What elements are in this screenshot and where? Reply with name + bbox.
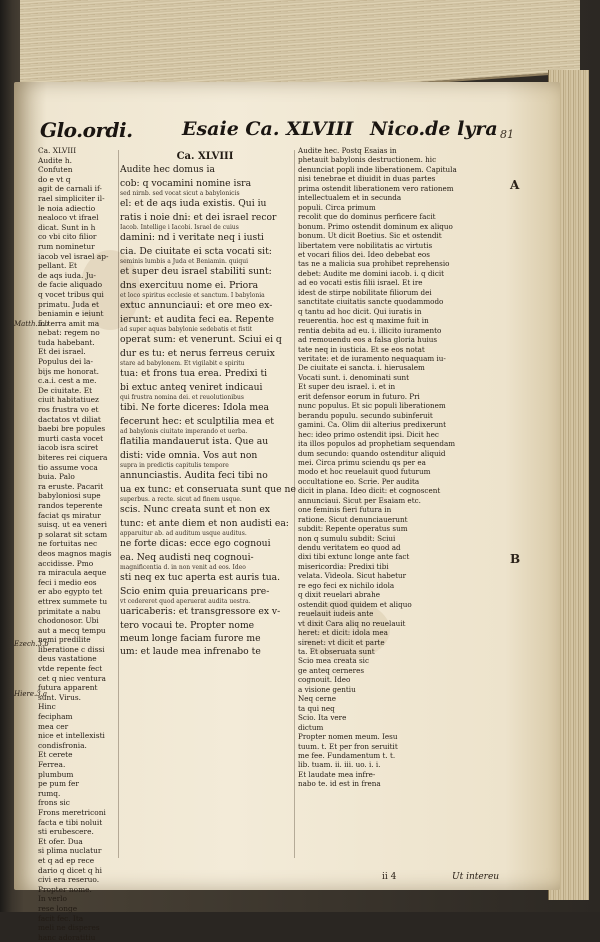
commentary-line: q tantu ad hoc dicit. Qui iuratis in (298, 306, 422, 316)
gloss-line: Et dei israel. (38, 347, 86, 357)
commentary-line: ta qui neq (298, 703, 335, 713)
gloss-line: biteres rei ciquera (38, 453, 108, 462)
commentary-line: tuum. t. Et per fron seruitit (298, 741, 398, 751)
gloss-line: agit de carnali if- (38, 184, 102, 194)
commentary-line: intellectualem et in secunda (298, 193, 402, 203)
gloss-line: Propter nome. (38, 884, 92, 894)
gloss-line: er abo egypto tet (38, 587, 103, 597)
commentary-line: dicit in plana. Ideo dicit: et cognoscent (298, 486, 441, 496)
interlinear-gloss: ad babylonis ciuitate imperando et uerba. (120, 427, 248, 435)
commentary-line: sirenet: vt dicit et parte (298, 637, 385, 647)
gloss-line: frons sic (38, 798, 70, 808)
gloss-line: Ferrea. (38, 760, 66, 769)
glossa-column (38, 146, 118, 942)
gloss-line: rumq. (38, 788, 61, 798)
header-book-chapter: Esaie Ca. XLVIII (182, 118, 354, 140)
commentary-line: q dixit reuelari abrahe (298, 590, 380, 600)
commentary-line: idest de stirpe nobilitate filiorum dei (298, 287, 432, 297)
margin-note: Matth.5.b (14, 320, 49, 328)
scripture-line: ne forte dicas: ecce ego cognoui (120, 538, 271, 550)
commentary-line: phetauit babylonis destructionem. hic (298, 155, 437, 165)
commentary-line: veritate: et de iuramento nequaquam iu- (298, 353, 446, 363)
gloss-line: Frons meretriconi (38, 807, 106, 817)
gloss-line: beniamin e ieiunt (38, 309, 104, 319)
commentary-line: dum secundo: quando ostenditur aliquid (298, 448, 446, 458)
interlinear-gloss: vt cedereret quod aperuerat audita uestra. (120, 597, 251, 605)
gloss-line: deos magnos magis (38, 548, 112, 558)
gloss-line: et q ad ep rece (38, 855, 95, 865)
commentary-line: subdit: Repente operatus sum (298, 524, 408, 534)
commentary-line: cognouit. Ideo (298, 675, 351, 685)
commentary-line: ita illos populos ad prophetiam sequendam (298, 439, 456, 449)
chapter-heading: Ca. XLVIII (176, 151, 234, 162)
scripture-line: Audite hec domus ia (120, 164, 215, 176)
commentary-line: De ciuitate ei sancta. i. hierusalem (298, 363, 425, 373)
gloss-line: civi era reseruo. (38, 875, 100, 885)
commentary-line: nabo te. id est in frena (298, 779, 381, 789)
scripture-line: um: et laude mea infrenabo te (120, 646, 261, 658)
gloss-line: ra eruste. Pacarit (38, 481, 104, 491)
commentary-line: a visione gentiu (298, 684, 356, 694)
commentary-line: ad remouendu eos a falsa gloria huius (298, 335, 438, 345)
gloss-line: do e vt q (38, 174, 71, 184)
gloss-line: sti erubescere. (38, 827, 94, 837)
commentary-line: reuelauit iudeis ante (298, 609, 374, 619)
gloss-line: Populus dei la- (38, 357, 93, 367)
gloss-line: dicat. Sunt in h (38, 222, 96, 232)
commentary-line: annunciaui. Sicut per Esaiam etc. (298, 495, 421, 505)
scripture-line: disti: vide omnia. Vos aut non (120, 449, 258, 461)
interlinear-gloss: magnificentia d. in non venit ad eos. Ideo (120, 563, 246, 571)
margin-note: Ezech.3.b (14, 640, 49, 648)
gloss-line: futura apparent (38, 683, 98, 693)
commentary-line: lib. tuam. ii. iii. uo. i. i. (298, 760, 381, 770)
interlinear-gloss: ad super aquas babylonie sedebatis et fistit (120, 325, 253, 333)
scripture-line: tibi. Ne forte diceres: Idola mea (120, 402, 270, 414)
gloss-line: hanc adoratitiu (38, 932, 96, 942)
gloss-line: q vocet tribus qui (38, 289, 104, 299)
scripture-line: annunciastis. Audita feci tibi no (120, 470, 268, 482)
commentary-line: re ego feci ex nichilo idola (298, 580, 395, 590)
catchword: Ut intereu (452, 872, 500, 882)
gloss-line: facta e tibi noluit (38, 817, 103, 827)
commentary-line: libertatem vere nobilitatis ac virtutis (298, 240, 433, 250)
gloss-line: Ca. XLVIII (38, 146, 77, 155)
gloss-line: si plima nuclatur (38, 846, 102, 856)
commentary-line: mei. Circa primu sciendu qs per ea (298, 457, 426, 467)
commentary-line: ad eo vocati estis filii israel. Et ire (298, 278, 423, 288)
gloss-line: buia. Palo (38, 472, 75, 482)
commentary-line: Audite hec. Postq Esaias in (298, 146, 397, 155)
gloss-line: condisfronia. (38, 740, 87, 750)
scripture-line: ratis i noie dni: et dei israel recor (120, 211, 277, 223)
interlinear-gloss: sed nirnb. sed vocat sicut a babylonicis (120, 189, 240, 197)
gloss-line: de aqs iuda. Ju- (38, 270, 96, 280)
gloss-line: facit fec. Ita (38, 913, 84, 923)
gloss-line: primatu. Juda et (38, 299, 100, 309)
commentary-line: tate neq in iusticia. Et se eos notat (298, 344, 425, 354)
gloss-line: Confuten (38, 165, 73, 175)
scripture-line: cob: q vocamini nomine isra (120, 177, 252, 189)
gloss-line: nice et intellexisti (38, 731, 105, 741)
gloss-line: randos teperente (38, 500, 103, 510)
commentary-line: occultatione eo. Scrie. Per audita (298, 476, 420, 486)
commentary-line: dixi tibi extunc longe ante fact (298, 552, 410, 562)
gloss-line: vtde repente fect (38, 664, 103, 674)
gloss-line: bijs me honorat. (38, 366, 99, 376)
gloss-line: ettrex summete tu (38, 596, 108, 606)
interlinear-gloss: apparuitur ab. ad auditum usque auditus. (120, 529, 247, 537)
scripture-line: operat sum: et venerunt. Sciui ei q (120, 334, 282, 346)
scripture-line: ua ex tunc: et conseruata sunt que ne (120, 483, 296, 495)
gloss-line: murti casta vocet (38, 433, 104, 443)
gloss-line: tio assume voca (38, 462, 98, 472)
commentary-line: recolit que do dominus perficere facit (298, 212, 436, 222)
scripture-line: ea. Neq audisti neq cognoui- (120, 551, 254, 563)
margin-note: Hiere.3.a (14, 690, 48, 698)
gloss-line: plumbum (38, 769, 74, 779)
commentary-line: misericordia: Predixi tibi (298, 561, 389, 571)
scripture-line: flatilia mandauerut ista. Que au (120, 436, 269, 448)
commentary-line: ta. Et obseruata sunt (298, 647, 375, 657)
gloss-line: In verlo (38, 894, 67, 904)
header-glossa-ordinaria: Glo.ordi. (40, 118, 133, 142)
gloss-line: Hinc (38, 702, 56, 712)
gloss-line: nemi predilite (38, 635, 91, 645)
commentary-line: rentia debita ad eu. i. illicito iuramento (298, 325, 442, 335)
commentary-line: debet: Audite me domini iacob. i. q dicit (298, 268, 445, 278)
commentary-line: Et laudate mea infre- (298, 769, 376, 779)
gloss-line: suisq. ut ea veneri (38, 520, 107, 530)
interlinear-gloss: qui frustra nomina dei. et reuolutionibus (120, 393, 244, 401)
gloss-line: rael simpliciter il- (38, 193, 105, 203)
commentary-line: vt dixit Cara aliq no reuelauit (298, 618, 406, 628)
commentary-line: sanctitate ciuitatis sancte quodammodo (298, 297, 444, 307)
gloss-line: dactatos vt diliat (38, 414, 101, 424)
scripture-line: dur es tu: et nerus ferreus ceruix (120, 347, 275, 359)
scripture-line: cia. De ciuitate ei scta vocati sit: (120, 245, 272, 257)
commentary-line: dendu veritatem eo quod ad (298, 543, 401, 553)
gloss-line: Et ofer. Dua (38, 836, 83, 846)
gloss-line: pellant. Et (38, 261, 78, 271)
gloss-line: dario q dicet q hi (38, 865, 103, 875)
gloss-line: baebi bre popules (38, 424, 106, 434)
scripture-line: bi extuc anteq veniret indicaui (120, 381, 263, 393)
gloss-line: le noia adiectio (38, 203, 96, 213)
gloss-line: iacob vel israel ap- (38, 251, 109, 261)
scripture-line: tua: et frons tua erea. Predixi ti (120, 368, 268, 380)
signature-mark: ii 4 (382, 872, 397, 882)
gloss-line: ne fortuitas nec (38, 539, 98, 549)
gloss-line: cet q niec ventura (38, 673, 106, 683)
commentary-line: Vocati sunt. i. denominati sunt (298, 372, 410, 382)
commentary-line: heret: et dicit: idola mea (298, 628, 388, 638)
gloss-line: pe pum fer (38, 779, 79, 789)
interlinear-gloss: seminis lumbis a Juda et Beniamin. quiqui (120, 257, 249, 265)
gloss-line: Et cerete (38, 750, 73, 760)
header-nicolaus-de-lyra: Nico.de lyra (370, 118, 498, 140)
gloss-line: co vbi cito filior (38, 232, 97, 242)
scripture-line: ierunt: et audita feci ea. Repente (120, 313, 274, 325)
gloss-line: deus vastatione (38, 654, 97, 664)
scripture-line: et super deu israel stabiliti sunt: (120, 266, 272, 278)
commentary-line: reuerentia. hoc est q maxime fuit in (298, 316, 429, 326)
gloss-line: mea cer (38, 721, 69, 731)
scripture-line: el: et de aqs iuda existis. Qui iu (120, 198, 267, 210)
gloss-line: de facie aliquado (38, 280, 103, 290)
gloss-line: primitate a nabu (38, 606, 101, 616)
gloss-line: iacob isra sciret (38, 443, 99, 453)
commentary-line: ge anteq cerneres (298, 665, 365, 675)
commentary-line: nunc populus. Et sic populi liberationem (298, 401, 446, 411)
gloss-line: meli ne disperes (38, 923, 100, 933)
commentary-line: denunciat popli inde liberationem. Capitula (298, 164, 457, 174)
commentary-line: populi. Circa primum (298, 202, 376, 212)
gloss-line: ciuit habitatiuez (38, 395, 99, 405)
scripture-line: fecerunt hec: et sculptilia mea et (120, 415, 275, 427)
scripture-line: damini: nd i veritate neq i iusti (120, 232, 264, 244)
scripture-line: scis. Nunc creata sunt et non ex (120, 504, 270, 516)
commentary-line: dictum (298, 722, 324, 732)
commentary-line: Propter nomen meum. Iesu (298, 732, 398, 742)
scripture-line: meum longe faciam furore me (120, 632, 261, 644)
folio-number: 81 (500, 128, 514, 141)
scripture-column (120, 150, 296, 860)
commentary-line: nisi tenebrae et diuidit in duas partes (298, 174, 436, 184)
gloss-line: p solarat sit sctam (38, 529, 108, 539)
commentary-line: Scio mea creata sic (298, 656, 369, 666)
commentary-line: Scio. Ita vere (298, 713, 347, 723)
gloss-line: feci i medio eos (38, 577, 97, 587)
commentary-line: ratione. Sicut denunciauerunt (298, 514, 408, 524)
gloss-line: aut a mecq tempu (38, 625, 106, 635)
commentary-line: bonum. Ut dicit Boetius. Sic et ostendit (298, 231, 442, 241)
column-rule (294, 150, 295, 858)
commentary-line: Neq cerne (298, 694, 337, 704)
section-letter-a: A (510, 178, 520, 192)
commentary-line: one feminis fieri futura in (298, 505, 392, 515)
interlinear-gloss: Iacob. Intellige i Iacobi. Israel de cuius (120, 223, 239, 231)
commentary-line: tas ne a malicia sua prohibet reprehensio (298, 259, 450, 269)
gloss-line: De ciuitate. Et (38, 385, 93, 395)
interlinear-gloss: et loco spiritus ecclesie et sanctum. I babylonia (120, 291, 265, 299)
gloss-line: nealoco vt ifrael (38, 213, 99, 223)
gloss-line: ros frustra vo et (38, 405, 99, 415)
scripture-line: tunc: et ante diem et non audisti ea: (120, 517, 289, 529)
commentary-line: gamini. Ca. Olim dii alterius predixerunt (298, 420, 447, 430)
gloss-line: ra miracula aeque (38, 568, 107, 578)
commentary-line: ostendit quod quidem et aliquo (298, 599, 412, 609)
commentary-line: me fee. Fundamentum t. t. (298, 751, 396, 760)
commentary-line: velata. Videola. Sicut habetur (298, 571, 407, 581)
column-rule (118, 150, 119, 858)
commentary-line: prima ostendit liberationem vero rationem (298, 183, 454, 193)
section-letter-b: B (510, 552, 521, 566)
commentary-line: erit defensor eorum in futuro. Pri (298, 391, 420, 401)
commentary-line: Et super deu israel. i. et in (298, 382, 396, 392)
commentary-line: hec: ideo primo ostendit ipsi. Dicit hec (298, 429, 439, 439)
gloss-line: sunt. Virus. (38, 692, 81, 702)
gloss-line: rum nominetur (38, 241, 95, 251)
gloss-line: accidisse. Pmo (38, 558, 94, 568)
gloss-line: chodonosor. Ubi (38, 616, 99, 626)
gloss-line: faciat qs miratur (38, 510, 101, 520)
interlinear-gloss: supra in predictis capitulis tempore (120, 461, 229, 469)
scripture-line: extuc annunciaui: et ore meo ex- (120, 300, 273, 312)
interlinear-gloss: stare ad babylonem. Et vigilabit e spiritu (120, 359, 245, 367)
gloss-line: babyloniosi supe (38, 491, 101, 501)
scripture-line: Scio enim quia preuaricans pre- (120, 585, 270, 597)
commentary-line: et vocari filios dei. Ideo debebat eos (298, 249, 430, 259)
gloss-line: c.a.i. cest a me. (38, 376, 97, 386)
scripture-line: sti neq ex tuc aperta est auris tua. (120, 572, 281, 584)
gloss-line: tuda habebant. (38, 337, 95, 347)
gloss-line: Audite h. (38, 155, 72, 165)
gloss-line: nebat: regem no (38, 328, 100, 338)
commentary-line: bonum. Primo ostendit dominum ex aliquo (298, 221, 453, 231)
scripture-line: uaricaberis: et transgressore ex v- (120, 606, 281, 618)
gloss-line: in terra amit ma (38, 318, 100, 328)
gloss-line: rese longe (38, 903, 78, 913)
scripture-line: dns exercituu nome ei. Priora (120, 279, 259, 291)
gloss-line: fecipham (38, 712, 73, 722)
scripture-line: tero vocaui te. Propter nome (120, 619, 255, 631)
commentary-line: non q sumulu subdit: Sciui (298, 533, 396, 543)
commentary-column (298, 146, 498, 872)
commentary-line: berandu populu. secundo subinferuit (298, 410, 433, 420)
gloss-line: liberatione c dissi (38, 644, 105, 654)
commentary-line: modo et hoc reuelauit quod futurum (298, 467, 431, 477)
interlinear-gloss: superbus. a recte. sicut ad finem usque. (120, 495, 242, 503)
